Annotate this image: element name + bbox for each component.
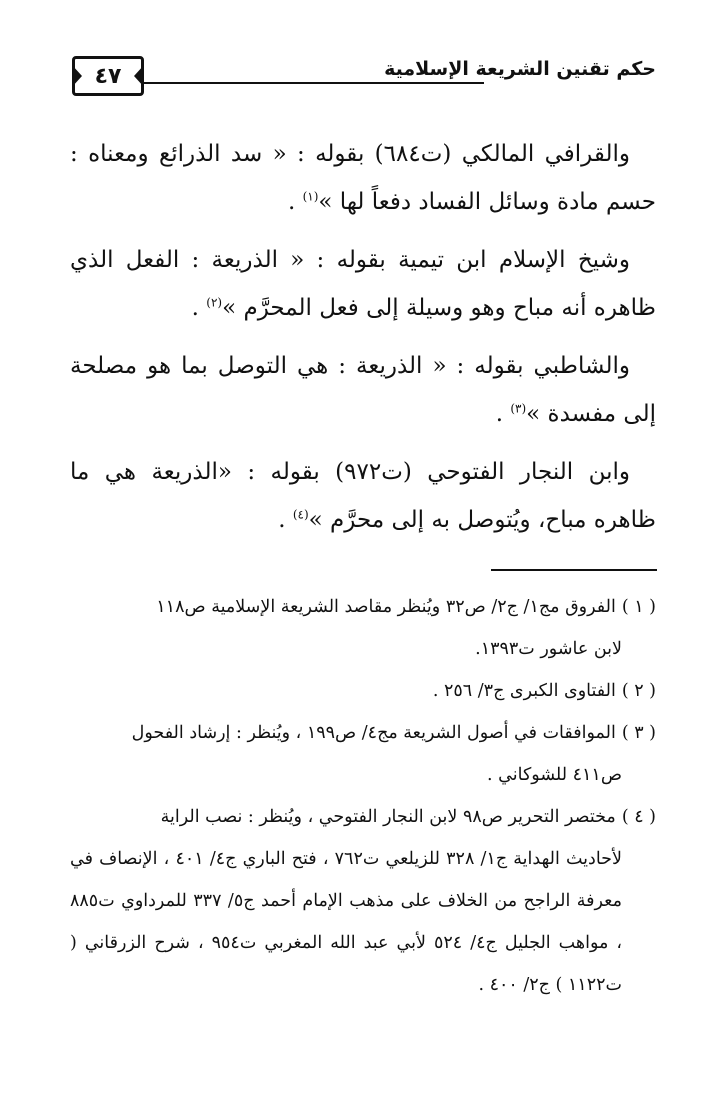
- footnote-text: الفتاوى الكبرى ج٣/ ٢٥٦ .: [432, 681, 616, 701]
- paragraph-text: والقرافي المالكي (ت٦٨٤) بقوله : « سد الذرائع ومعناه : حسم مادة وسائل الفساد دفعاً لها »: [70, 141, 656, 215]
- paragraph: والقرافي المالكي (ت٦٨٤) بقوله : « سد الذرائع ومعناه : حسم مادة وسائل الفساد دفعاً لها »$^{(١)}$ .: [70, 141, 656, 215]
- main-text: [70, 130, 656, 554]
- footnote-ref: (٢): [206, 295, 223, 310]
- footnote: [70, 796, 656, 1006]
- page-number: ٤٧: [72, 56, 144, 96]
- footnote-number: ( ٤ ): [621, 807, 656, 827]
- footnote-continuation: لابن عاشور ت١٣٩٣.: [475, 639, 622, 659]
- footnote: [70, 712, 656, 796]
- paragraph-text: والشاطبي بقوله : « الذريعة : هي التوصل بما هو مصلحة إلى مفسدة »: [70, 353, 656, 427]
- footnote-number: ( ١ ): [621, 597, 656, 617]
- paragraph-text: وابن النجار الفتوحي (ت٩٧٢) بقوله : «الذريعة هي ما ظاهره مباح، ويُتوصل به إلى محرَّم »: [70, 459, 656, 533]
- paragraph: والشاطبي بقوله : « الذريعة : هي التوصل بما هو مصلحة إلى مفسدة »$^{(٣)}$ .: [70, 353, 656, 427]
- footnote-number: ( ٢ ): [621, 681, 656, 701]
- running-title: حكم تقنين الشريعة الإسلامية: [384, 58, 656, 80]
- footnote-ref: (٤): [292, 507, 309, 522]
- page-header: [72, 56, 656, 96]
- paragraph-text: وشيخ الإسلام ابن تيمية بقوله : « الذريعة : الفعل الذي ظاهره أنه مباح وهو وسيلة إلى فعل المحرَّم »: [70, 247, 656, 321]
- header-rule: [144, 82, 484, 84]
- footnote-separator: [491, 569, 657, 571]
- footnote-continuation: لأحاديث الهداية ج١/ ٣٢٨ للزيلعي ت٧٦٢ ، فتح الباري ج٤/ ٤٠١ ، الإنصاف في معرفة الراجح من الخلاف على مذهب الإمام أحمد ج٥/ ٣٣٧ للمرداوي ت٨٨٥ ، مواهب الجليل ج٤/ ٥٢٤ لأبي عبد الله المغربي ت٩٥٤ ، شرح الزرقاني ( ت١١٢٢ ) ج٢/ ٤٠٠ .: [70, 849, 623, 995]
- footnote-continuation: ص٤١١ للشوكاني .: [487, 765, 622, 785]
- footnote-ref: (٣): [510, 401, 527, 416]
- footnote-text: الفروق مج١/ ج٢/ ص٣٢ ويُنظر مقاصد الشريعة الإسلامية ص١١٨: [156, 597, 616, 617]
- footnote-ref: (١): [302, 189, 319, 204]
- footnote-text: مختصر التحرير ص٩٨ لابن النجار الفتوحي ، ويُنظر : نصب الراية: [160, 807, 616, 827]
- paragraph: وشيخ الإسلام ابن تيمية بقوله : « الذريعة : الفعل الذي ظاهره أنه مباح وهو وسيلة إلى فعل المحرَّم »$^{(٢)}$ .: [70, 247, 656, 321]
- footnote-text: الموافقات في أصول الشريعة مج٤/ ص١٩٩ ، ويُنظر : إرشاد الفحول: [131, 723, 616, 743]
- footnote-number: ( ٣ ): [621, 723, 656, 743]
- footnotes: [70, 586, 656, 1006]
- footnote: [70, 670, 656, 712]
- paragraph: وابن النجار الفتوحي (ت٩٧٢) بقوله : «الذريعة هي ما ظاهره مباح، ويُتوصل به إلى محرَّم »$^{(٤)}$ .: [70, 459, 656, 533]
- footnote: [70, 586, 656, 670]
